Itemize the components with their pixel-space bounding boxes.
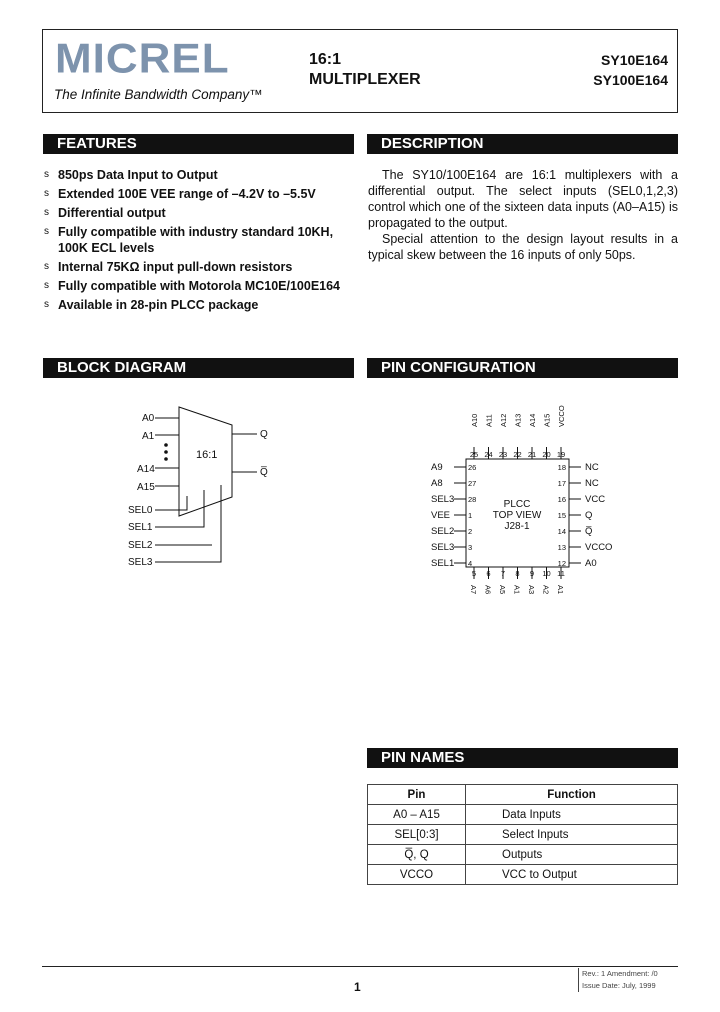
page-number: 1	[354, 980, 361, 994]
ellipsis-dot	[164, 443, 168, 447]
pin-number-right: 17	[557, 479, 566, 488]
plcc-center-line-1: PLCC	[503, 499, 531, 510]
pin-number-left: 1	[468, 511, 473, 520]
table-cell-function: Data Inputs	[466, 805, 678, 825]
feature-item: s Extended 100E VEE range of –4.2V to –5.5V	[44, 187, 316, 201]
block-diagram-heading: BLOCK DIAGRAM	[43, 358, 354, 378]
feature-item: s Fully compatible with industry standard 10KH, 100K ECL levels	[44, 225, 334, 255]
pin-number-top: 21	[527, 450, 537, 459]
pin-number-top: 20	[542, 450, 551, 459]
pin-number-right: 13	[557, 543, 566, 552]
pin-name-left: SEL1	[431, 558, 455, 569]
pin-name-right: Q̅	[585, 526, 593, 537]
pin-name-right: VCCO	[585, 542, 613, 553]
table-row	[368, 845, 678, 865]
table-row	[368, 805, 678, 825]
pin-name-left: A8	[431, 478, 443, 489]
revision-block	[578, 968, 682, 992]
feature-item: s 850ps Data Input to Output	[44, 168, 218, 182]
pin-number-left: 3	[468, 543, 473, 552]
pin-name-top: A10	[470, 413, 479, 427]
part-number-2: SY100E164	[593, 72, 668, 88]
pin-number-top: 19	[556, 450, 566, 459]
pin-number-bottom: 9	[529, 569, 535, 578]
table-header-function: Function	[466, 785, 678, 805]
pin-number-bottom: 11	[557, 569, 565, 578]
pin-number-top: 23	[498, 450, 508, 459]
pin-name-top: A15	[542, 413, 552, 427]
table-row	[368, 865, 678, 885]
pin-name-bottom: A1	[512, 585, 522, 595]
pin-number-right: 18	[557, 463, 566, 472]
sel3-label: SEL3	[128, 557, 153, 568]
pin-name-bottom: A5	[498, 585, 507, 595]
input-a1: A1	[142, 431, 155, 442]
table-cell-function: Select Inputs	[466, 825, 678, 845]
pin-name-right: NC	[585, 462, 599, 473]
table-cell-pin: A0 – A15	[368, 805, 466, 825]
pin-name-bottom: A3	[527, 585, 536, 595]
pin-number-bottom: 5	[471, 569, 477, 578]
table-cell-pin: VCCO	[368, 865, 466, 885]
pin-name-bottom: A7	[469, 585, 478, 595]
plcc-center-line-3: J28-1	[504, 521, 530, 532]
tagline: The Infinite Bandwidth Company™	[54, 87, 263, 102]
sel-line	[155, 485, 221, 562]
sel1-label: SEL1	[128, 522, 153, 533]
pin-number-top: 25	[469, 450, 479, 459]
pin-name-bottom: A2	[541, 585, 551, 595]
pin-name-left: SEL3	[431, 542, 455, 553]
pin-name-top: VCCO	[557, 405, 566, 427]
table-row	[368, 825, 678, 845]
title-line-2: MULTIPLEXER	[309, 71, 421, 88]
pin-name-top: A14	[528, 413, 537, 427]
ellipsis-dot	[164, 457, 168, 461]
part-number-1: SY10E164	[601, 52, 668, 68]
pin-number-left: 26	[468, 463, 477, 472]
pin-number-right: 12	[557, 559, 566, 568]
pin-name-bottom: A1	[556, 585, 565, 595]
pin-number-bottom: 7	[500, 569, 506, 578]
title-line-1: 16:1	[309, 51, 342, 68]
sel0-label: SEL0	[128, 505, 153, 516]
pin-name-right: VCC	[585, 494, 606, 505]
table-cell-pin: Q̅, Q	[368, 845, 466, 865]
revision-line: Rev.: 1 Amendment: /0	[582, 969, 658, 978]
features-heading: FEATURES	[43, 134, 354, 154]
pin-name-left: SEL3	[431, 494, 455, 505]
plcc-diagram	[431, 405, 612, 594]
table-cell-function: Outputs	[466, 845, 678, 865]
pin-name-left: A9	[431, 462, 443, 473]
pin-name-right: Q	[585, 510, 593, 521]
pin-number-left: 4	[468, 559, 473, 568]
pin-name-top: A13	[513, 413, 523, 427]
pin-name-left: VEE	[431, 510, 451, 521]
ellipsis-dot	[164, 450, 168, 454]
feature-item: s Available in 28-pin PLCC package	[44, 298, 259, 312]
output-qbar: Q̅	[260, 467, 268, 478]
table-cell-function: VCC to Output	[466, 865, 678, 885]
pin-number-bottom: 10	[542, 569, 551, 578]
input-a14: A14	[137, 464, 155, 475]
footer-rule	[42, 966, 678, 967]
feature-item: s Fully compatible with Motorola MC10E/100E164	[44, 279, 341, 293]
table-cell-pin: SEL[0:3]	[368, 825, 466, 845]
table-header-pin: Pin	[368, 785, 466, 805]
pin-number-right: 16	[557, 495, 566, 504]
input-a0: A0	[142, 413, 155, 424]
plcc-center-line-2: TOP VIEW	[492, 510, 542, 521]
description-paragraph-2: Special attention to the design layout results in a typical skew between the 16 inputs of only 50ps.	[368, 232, 678, 262]
micrel-logo: MICREL	[55, 35, 230, 82]
pin-number-top: 22	[513, 450, 522, 459]
pin-number-left: 2	[468, 527, 473, 536]
pin-number-bottom: 8	[515, 569, 520, 578]
pin-number-bottom: 6	[486, 569, 491, 578]
pin-name-left: SEL2	[431, 526, 455, 537]
pin-name-right: NC	[585, 478, 599, 489]
mux-label: 16:1	[196, 449, 218, 461]
feature-item: s Differential output	[44, 206, 166, 220]
feature-item: s Internal 75KΩ input pull-down resistors	[44, 260, 293, 274]
description-heading: DESCRIPTION	[367, 134, 678, 154]
pin-name-top: A12	[499, 413, 508, 427]
pin-number-left: 27	[468, 479, 477, 488]
pin-names-heading: PIN NAMES	[367, 748, 678, 768]
pin-names-table	[367, 784, 678, 885]
table-header-row	[368, 785, 678, 805]
pin-name-bottom: A6	[483, 585, 493, 595]
input-a15: A15	[137, 482, 155, 493]
pin-number-right: 15	[557, 511, 566, 520]
issue-date-line: Issue Date: July, 1999	[582, 981, 656, 990]
description-paragraph-1: The SY10/100E164 are 16:1 multiplexers with a differential output. The select inputs (SEL0,1,2,3) control which one of the sixteen data inputs (A0–A15) is propagated to the output.	[368, 168, 678, 230]
pin-number-top: 24	[484, 450, 493, 459]
pin-name-right: A0	[585, 558, 597, 569]
sel-line	[155, 496, 187, 510]
output-q: Q	[260, 429, 268, 440]
pin-name-top: A11	[484, 414, 494, 427]
pin-number-left: 28	[468, 495, 477, 504]
pin-number-right: 14	[557, 527, 566, 536]
pin-configuration-heading: PIN CONFIGURATION	[367, 358, 678, 378]
sel2-label: SEL2	[128, 540, 153, 551]
